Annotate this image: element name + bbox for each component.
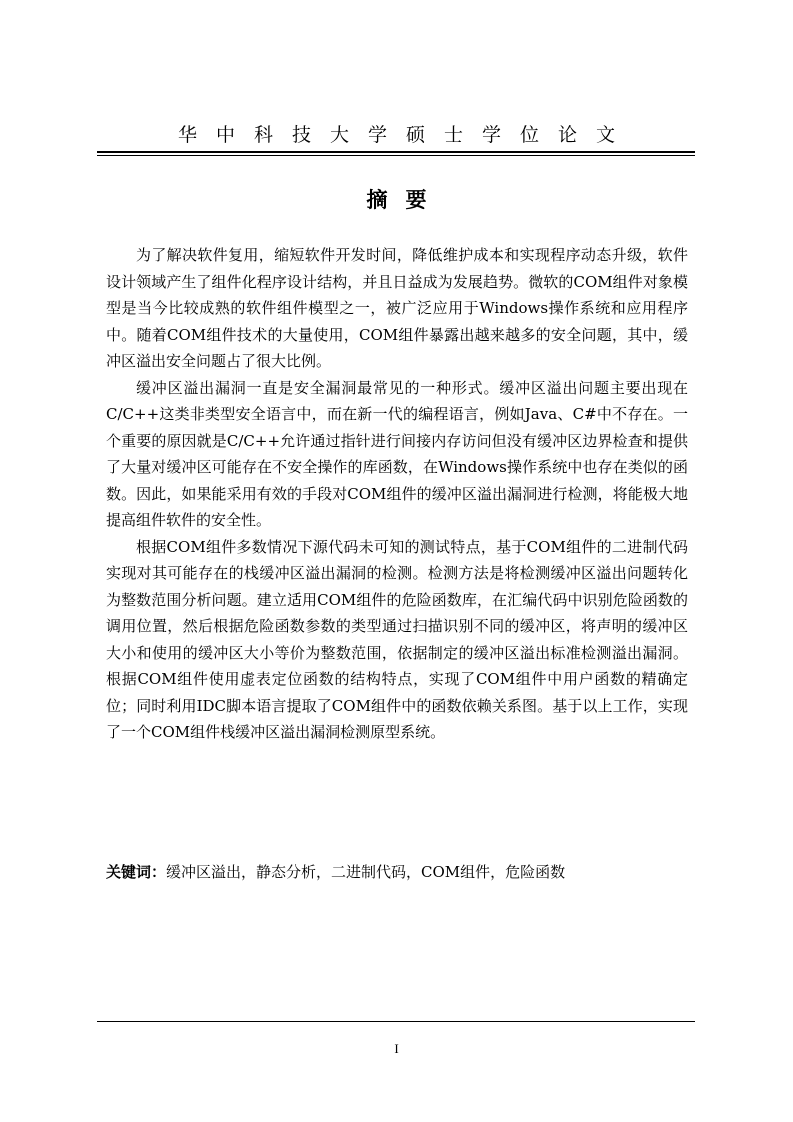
abstract-paragraph-2: 缓冲区溢出漏洞一直是安全漏洞最常见的一种形式。缓冲区溢出问题主要出现在C/C++这类非类型安全语言中，而在新一代的编程语言，例如Java、C#中不存在。一个重要的原因就是C/C++允许通过指针进行间接内存访问但没有缓冲区边界检查和提供了大量对缓冲区可能存在不安全操作的库函数，在Windows操作系统中也存在类似的函数。因此，如果能采用有效的手段对COM组件的缓冲区溢出漏洞进行检测，将能极大地提高组件软件的安全性。 bbox=[106, 378, 688, 529]
keywords-value: 缓冲区溢出，静态分析，二进制代码，COM组件，危险函数 bbox=[166, 863, 566, 881]
header-rule-thick bbox=[97, 151, 695, 153]
abstract-body bbox=[106, 242, 688, 746]
keywords-line bbox=[106, 859, 688, 885]
abstract-title: 摘要 bbox=[366, 188, 445, 212]
page-number: I bbox=[394, 1041, 399, 1056]
footer-rule bbox=[97, 1021, 695, 1022]
keywords-label: 关键词： bbox=[106, 863, 167, 881]
abstract-paragraph-1: 为了解决软件复用，缩短软件开发时间，降低维护成本和实现程序动态升级，软件设计领域产生了组件化程序设计结构，并且日益成为发展趋势。微软的COM组件对象模型是当今比较成熟的软件组件模型之一，被广泛应用于Windows操作系统和应用程序中。随着COM组件技术的大量使用，COM组件暴露出越来越多的安全问题，其中，缓冲区溢出安全问题占了很大比例。 bbox=[106, 246, 688, 370]
running-header: 华中科技大学硕士学位论文 bbox=[177, 124, 634, 146]
header-rule-thin bbox=[97, 155, 695, 156]
abstract-paragraph-3: 根据COM组件多数情况下源代码未可知的测试特点，基于COM组件的二进制代码实现对其可能存在的栈缓冲区溢出漏洞的检测。检测方法是将检测缓冲区溢出问题转化为整数范围分析问题。建立适用COM组件的危险函数库，在汇编代码中识别危险函数的调用位置，然后根据危险函数参数的类型通过扫描识别不同的缓冲区，将声明的缓冲区大小和使用的缓冲区大小等价为整数范围，依据制定的缓冲区溢出标准检测溢出漏洞。根据COM组件使用虚表定位函数的结构特点，实现了COM组件中用户函数的精确定位；同时利用IDC脚本语言提取了COM组件中的函数依赖关系图。基于以上工作，实现了一个COM组件栈缓冲区溢出漏洞检测原型系统。 bbox=[106, 537, 688, 741]
